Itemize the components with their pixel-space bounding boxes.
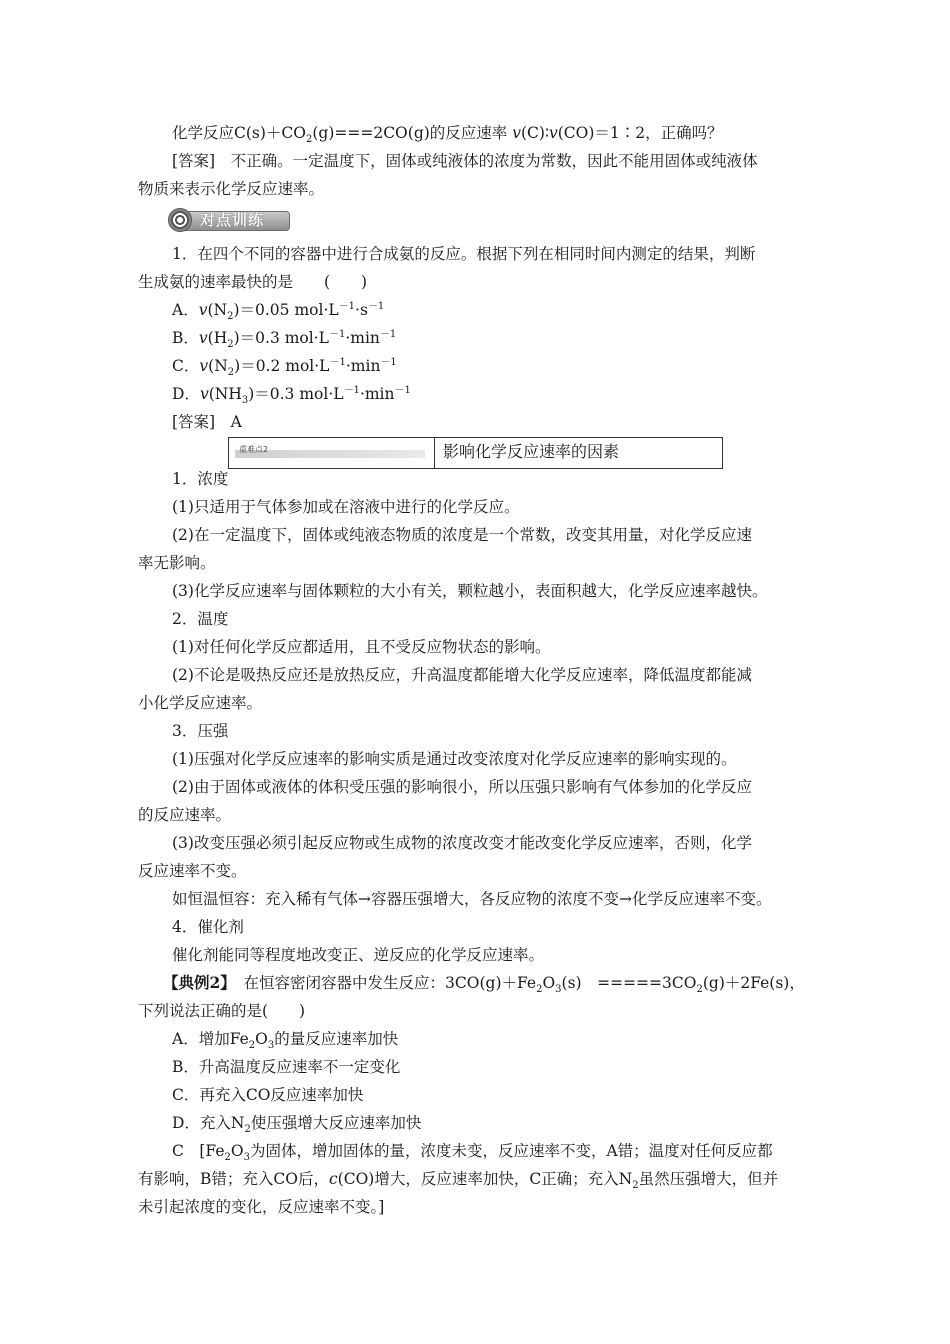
paragraph: (3)改变压强必须引起反应物或生成物的浓度改变才能改变化学反应速率，否则，化学 (172, 834, 752, 852)
solution-line-3: 未引起浓度的变化，反应速率不变。] (138, 1198, 385, 1216)
solution-line-1: C [$Fe_2O_3$为固体，增加固体的量，浓度未变，反应速率不变，A错；温度对任何反应都 (172, 1142, 773, 1164)
solution-line-2: 有影响，B错；充入CO后，c(CO)增大，反应速率加快，C正确；充入$N_2$虽然压强增大，但并 (138, 1170, 779, 1192)
paragraph: 如恒温恒容：充入稀有气体→容器压强增大，各反应物的浓度不变→化学反应速率不变。 (172, 890, 772, 908)
paragraph: (1)压强对化学反应速率的影响实质是通过改变浓度对化学反应速率的影响实现的。 (172, 750, 737, 768)
badge-label: 对点训练 (200, 211, 265, 229)
paragraph: 催化剂能同等程度地改变正、逆反应的化学反应速率。 (172, 946, 545, 964)
answer-line-2: 物质来表示化学反应速率。 (138, 180, 325, 198)
example-option-a: A．增加$Fe_2O_3$的量反应速率加快 (172, 1030, 399, 1052)
paragraph: 的反应速率。 (138, 806, 232, 824)
heading-temperature: 2．温度 (172, 610, 229, 628)
option-b: B．$v(H_2)=0.3$ $mol\cdot L^{-1}\cdot\min^{-1}$ (172, 328, 397, 351)
target-icon (168, 208, 192, 232)
paragraph: 反应速率不变。 (138, 862, 247, 880)
section-title: 影响化学反应速率的因素 (443, 442, 620, 461)
option-d: D．$v(NH_3)=0.3$ $mol\cdot L^{-1}\cdot\min^{-1}$ (172, 384, 411, 407)
paragraph: (1)对任何化学反应都适用，且不受反应物状态的影响。 (172, 638, 551, 656)
section-tag-cell (229, 438, 435, 468)
example-2-stem: 【典例2】 在恒容密闭容器中发生反应：$3CO(g)+Fe_2O_3(s)$ $=====3CO_2(g)+2Fe(s)$， (163, 973, 805, 996)
section-tag: 重难点2 (239, 445, 269, 454)
example-option-c: C．再充入CO反应速率加快 (172, 1086, 364, 1104)
exercise-1-answer: [答案] A (172, 413, 242, 431)
paragraph: (3)化学反应速率与固体颗粒的大小有关，颗粒越小，表面积越大，化学反应速率越快。 (172, 582, 768, 600)
exercise-1-stem: 1．在四个不同的容器中进行合成氨的反应。根据下列在相同时间内测定的结果，判断 (172, 245, 756, 263)
answer-line-1: [答案] 不正确。一定温度下，固体或纯液体的浓度为常数，因此不能用固体或纯液体 (172, 152, 758, 170)
paragraph: (2)在一定温度下，固体或纯液态物质的浓度是一个常数，改变其用量，对化学反应速 (172, 526, 752, 544)
paragraph: 小化学反应速率。 (138, 694, 263, 712)
example-option-b: B．升高温度反应速率不一定变化 (172, 1058, 401, 1076)
section-heading (228, 437, 723, 469)
heading-concentration: 1．浓度 (172, 470, 229, 488)
exercise-1-stem-2: 生成氨的速率最快的是 ( ) (138, 273, 368, 291)
practice-badge (168, 208, 292, 232)
paragraph: (2)不论是吸热反应还是放热反应，升高温度都能增大化学反应速率，降低温度都能减 (172, 666, 752, 684)
heading-pressure: 3．压强 (172, 722, 229, 740)
paragraph: (2)由于固体或液体的体积受压强的影响很小，所以压强只影响有气体参加的化学反应 (172, 778, 752, 796)
heading-catalyst: 4．催化剂 (172, 918, 244, 936)
example-label: 【典例2】 (163, 973, 229, 992)
paragraph: 率无影响。 (138, 554, 216, 572)
paragraph: (1)只适用于气体参加或在溶液中进行的化学反应。 (172, 498, 520, 516)
option-c: C．$v(N_2)=0.2$ $mol\cdot L^{-1}\cdot\min^{-1}$ (172, 356, 397, 379)
example-2-stem-2: 下列说法正确的是( ) (138, 1002, 306, 1020)
option-a: A．$v(N_2)=0.05$ $mol\cdot L^{-1}\cdot s^{-1}$ (172, 300, 385, 323)
question-line: 化学反应$C(s)+CO_2(g)===2CO(g)$的反应速率 v(C)∶v(CO)＝1∶2，正确吗？ (172, 124, 723, 146)
example-option-d: D．充入$N_2$使压强增大反应速率加快 (172, 1114, 422, 1136)
